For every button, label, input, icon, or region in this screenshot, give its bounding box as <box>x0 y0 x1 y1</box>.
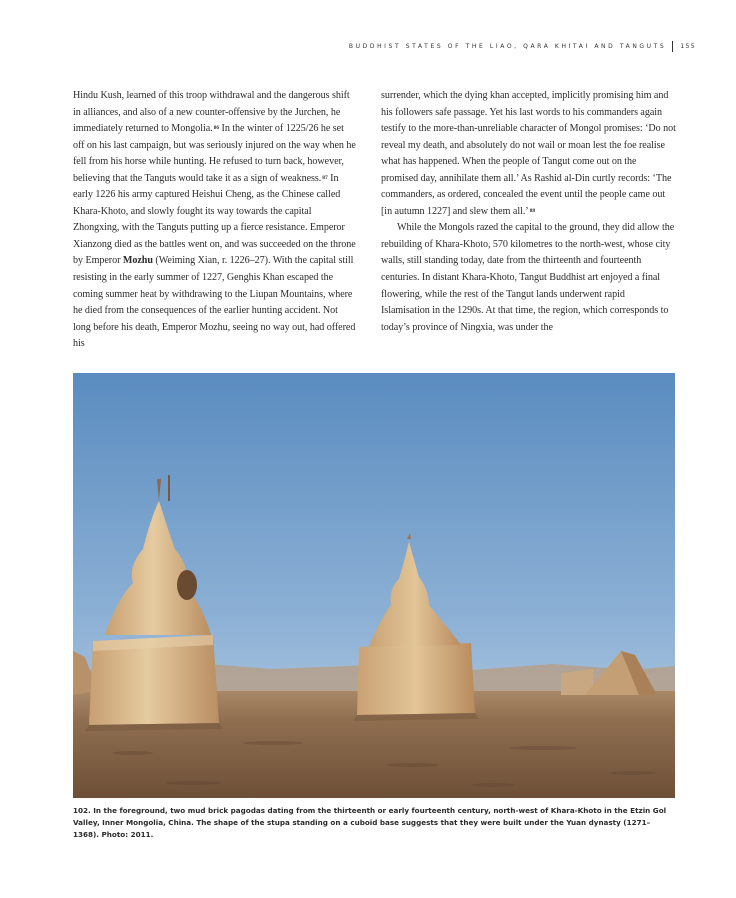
page-number: 155 <box>680 43 696 50</box>
right-paragraph-1 <box>381 88 676 220</box>
figure-number: 102. <box>73 806 91 815</box>
header-divider <box>672 41 673 52</box>
running-title: BUDDHIST STATES OF THE LIAO, QARA KHITAI AND TANGUTS <box>348 43 667 50</box>
pagoda-photo <box>73 373 675 798</box>
photo-illustration <box>73 373 675 798</box>
niche-opening <box>177 570 197 600</box>
left-text-column <box>73 88 357 353</box>
right-paragraph-2: While the Mongols razed the capital to the ground, they did allow the rebuilding of Khara-Khoto, 570 kilometres to the north-west, whose city walls, still standing today, date from the thirteenth and fourteenth centuries. In distant Khara-Khoto, Tangut Buddhist art enjoyed a final flowering, while the rest of the Tangut lands underwent rapid Islamisation in the 1290s. At that time, the region, which corresponds to today’s province of Ningxia, was under the <box>381 222 675 333</box>
text-run: Hindu Kush, learned of this troop withdrawal and the dangerous shift in alliances, and also of a new counter-offensive by the Jurchen, he immediately returned to Mongolia. <box>73 90 350 135</box>
figure-caption <box>73 805 675 841</box>
footnote-ref-87[interactable]: 87 <box>322 174 328 181</box>
text-run: In early 1226 his army captured Heishui Cheng, as the Chinese called Khara-Khoto, and slowly fought its way towards the capital Zhongxing, with the Tanguts putting up a fierce resistance. Emperor Xianzong died as the battles went on, and was succeeded on the throne by Emperor <box>73 172 356 267</box>
left-paragraph <box>73 88 357 353</box>
right-text-column <box>381 88 676 336</box>
bold-name-mozhu: Mozhu <box>122 255 153 267</box>
text-run: (Weiming Xian, r. 1226–27). With the capital still resisting in the early summer of 1227, Genghis Khan escaped the coming summer heat by withdrawing to the Liupan Mountains, where he died from the consequences of the earlier hunting accident. Not long before his death, Emperor Mozhu, seeing no way out, had offered his <box>73 255 356 350</box>
text-run: In the winter of 1225/26 he set off on his last campaign, but was seriously injured on the way when he fell from his horse while hunting. He refused to turn back, however, believing that the Tanguts would take it as a sign of weakness. <box>73 123 356 184</box>
footnote-ref-88[interactable]: 88 <box>529 207 536 214</box>
footnote-ref-86[interactable]: 86 <box>213 125 220 132</box>
running-header <box>349 41 696 52</box>
caption-text: In the foreground, two mud brick pagodas dating from the thirteenth or early fourteenth century, north-west of Khara-Khoto in the Etzin Gol Valley, Inner Mongolia, China. The shape of the stupa standing on a cuboid base suggests that they were built under the Yuan dynasty (1271–1368). Photo: 2011. <box>73 806 667 839</box>
text-run: surrender, which the dying khan accepted, implicitly promising him and his followers safe passage. Yet his last words to his commanders again testify to the more-than-unreliable character of Mongol promises: ‘Do not reveal my death, and absolutely do not wail or moan lest the foe realise what has happened. When the people of Tangut come out on the promised day, annihilate them all.’ As Rashid al-Din curtly records: ‘The commanders, as ordered, concealed the event until the people came out [in autumn 1227] and slew them all.’ <box>381 90 676 217</box>
